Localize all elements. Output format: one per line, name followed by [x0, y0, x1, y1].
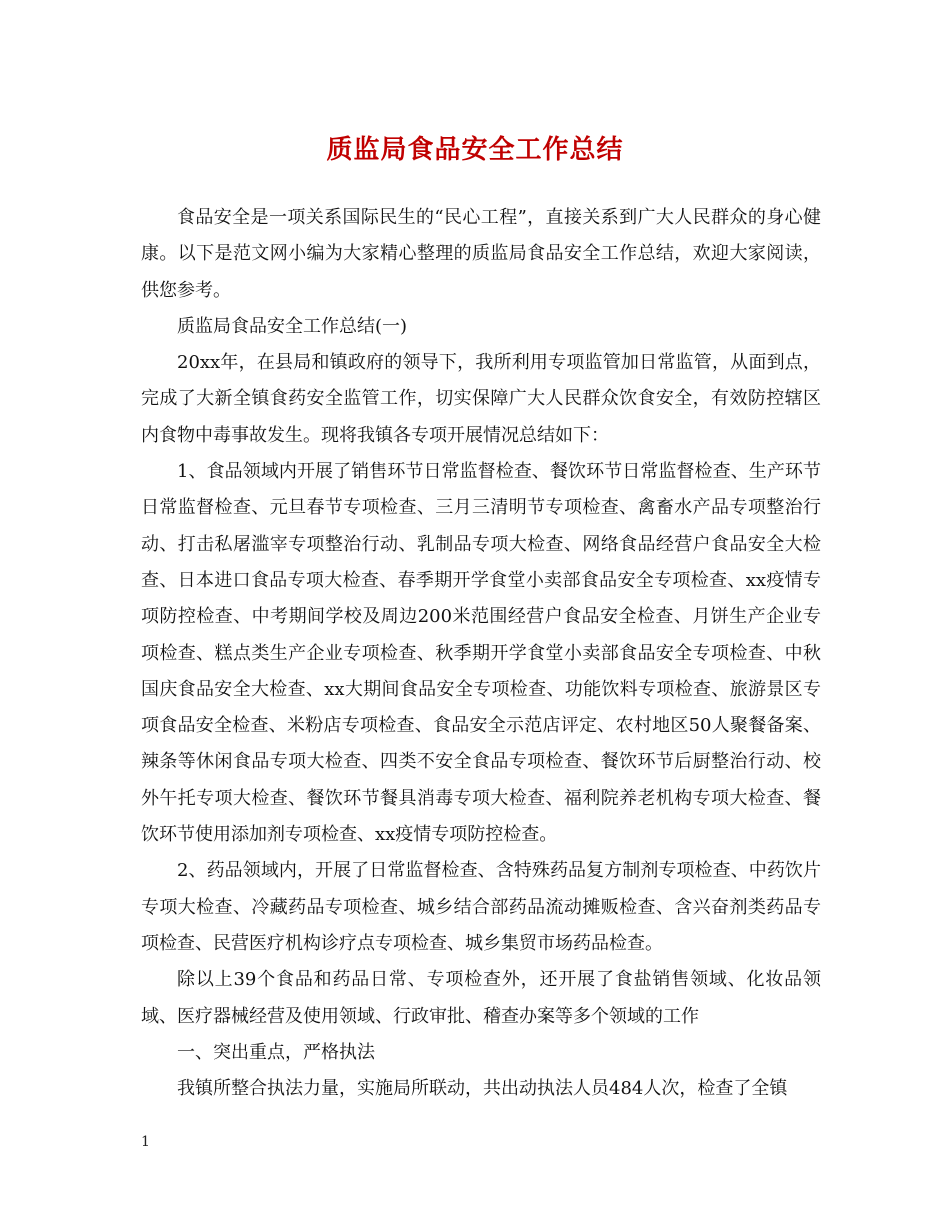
paragraph-drug-inspections: 2、药品领域内，开展了日常监督检查、含特殊药品复方制剂专项检查、中药饮片专项大检查、冷藏药品专项检查、城乡结合部药品流动摊贩检查、含兴奋剂类药品专项检查、民营医疗机构诊疗点专项检查、城乡集贸市场药品检查。	[141, 860, 821, 954]
paragraph-section-heading: 质监局食品安全工作总结(一)	[177, 315, 408, 337]
paragraph-subheading: 一、突出重点，严格执法	[177, 1041, 375, 1063]
paragraph-other-areas: 除以上39个食品和药品日常、专项检查外，还开展了食盐销售领域、化妆品领域、医疗器械经营及使用领域、行政审批、稽查办案等多个领域的工作	[141, 969, 821, 1027]
document-body	[141, 200, 821, 1107]
page-number: 1	[141, 1134, 150, 1150]
document-title: 质监局食品安全工作总结	[326, 135, 624, 165]
paragraph-overview: 20xx年，在县局和镇政府的领导下，我所利用专项监管加日常监管，从面到点，完成了大新全镇食药安全监管工作，切实保障广大人民群众饮食安全，有效防控辖区内食物中毒事故发生。现将我镇各专项开展情况总结如下：	[141, 352, 821, 446]
paragraph-enforcement: 我镇所整合执法力量，实施局所联动，共出动执法人员484人次，检查了全镇	[177, 1078, 788, 1100]
paragraph-intro: 食品安全是一项关系国际民生的“民心工程”，直接关系到广大人民群众的身心健康。以下是范文网小编为大家精心整理的质监局食品安全工作总结，欢迎大家阅读，供您参考。	[141, 207, 821, 301]
paragraph-food-inspections: 1、食品领域内开展了销售环节日常监督检查、餐饮环节日常监督检查、生产环节日常监督检查、元旦春节专项检查、三月三清明节专项检查、禽畜水产品专项整治行动、打击私屠滥宰专项整治行动、乳制品专项大检查、网络食品经营户食品安全大检查、日本进口食品专项大检查、春季期开学食堂小卖部食品安全专项检查、xx疫情专项防控检查、中考期间学校及周边200米范围经营户食品安全检查、月饼生产企业专项检查、糕点类生产企业专项检查、秋季期开学食堂小卖部食品安全专项检查、中秋国庆食品安全大检查、xx大期间食品安全专项检查、功能饮料专项检查、旅游景区专项食品安全检查、米粉店专项检查、食品安全示范店评定、农村地区50人聚餐备案、辣条等休闲食品专项大检查、四类不安全食品专项检查、餐饮环节后厨整治行动、校外午托专项大检查、餐饮环节餐具消毒专项大检查、福利院养老机构专项大检查、餐饮环节使用添加剂专项检查、xx疫情专项防控检查。	[141, 461, 821, 846]
